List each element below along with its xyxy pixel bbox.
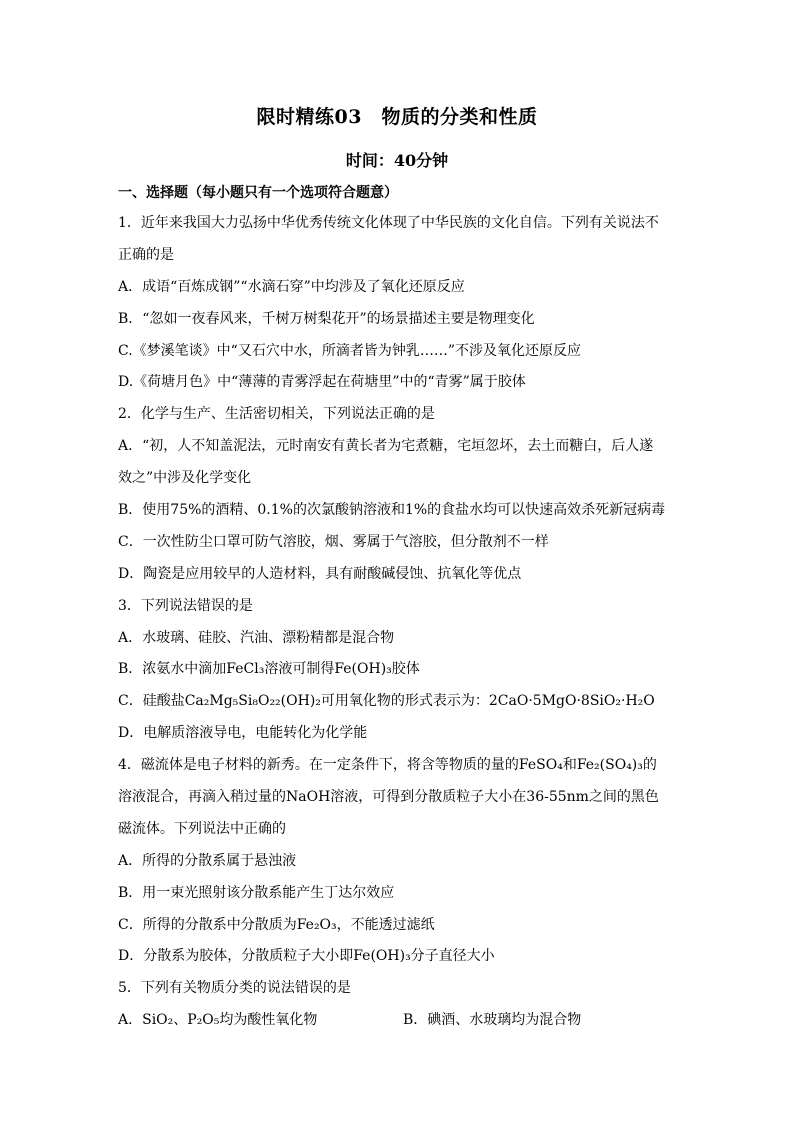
section-heading: 一、选择题（每小题只有一个选项符合题意） [118, 185, 398, 201]
q1-option-c: C.《梦溪笔谈》中“又石穴中水，所滴者皆为钟乳……”不涉及氧化还原反应 [118, 342, 581, 359]
q4-stem-cont-2: 磁流体。下列说法中正确的 [118, 820, 286, 837]
q4-option-c: C．所得的分散系中分散质为Fe₂O₃，不能透过滤纸 [118, 916, 435, 933]
q4-stem: 4．磁流体是电子材料的新秀。在一定条件下，将含等物质的量的FeSO₄和Fe₂(SO₄)₃的 [118, 757, 657, 774]
q1-stem-cont: 正确的是 [118, 246, 174, 263]
q4-option-b: B．用一束光照射该分散系能产生丁达尔效应 [118, 884, 395, 901]
q2-option-a-cont: 效之”中涉及化学变化 [118, 470, 252, 487]
q3-stem: 3．下列说法错误的是 [118, 597, 253, 614]
question-list [118, 208, 678, 1037]
q1-option-d: D.《荷塘月色》中“薄薄的青雾浮起在荷塘里”中的“青雾”属于胶体 [118, 374, 526, 391]
q1-option-a: A．成语“百炼成钢”“水滴石穿”中均涉及了氧化还原反应 [118, 278, 465, 295]
q5-options-row [118, 1005, 678, 1037]
q5-option-a: A．SiO₂、P₂O₅均为酸性氧化物 [118, 1012, 318, 1029]
q2-option-a: A．“初，人不知盖泥法，元时南安有黄长者为宅煮糖，宅垣忽坏，去土而糖白，后人遂 [118, 438, 654, 455]
q5-option-b: B．碘酒、水玻璃均为混合物 [403, 1012, 582, 1029]
q3-option-c: C．硅酸盐Ca₂Mg₅Si₈O₂₂(OH)₂可用氧化物的形式表示为：2CaO·5MgO·8SiO₂·H₂O [118, 693, 655, 710]
q4-option-a: A．所得的分散系属于悬浊液 [118, 852, 297, 869]
time-limit: 时间：40分钟 [345, 151, 449, 170]
q1-option-b: B．“忽如一夜春风来，千树万树梨花开”的场景描述主要是物理变化 [118, 310, 535, 327]
q5-stem: 5．下列有关物质分类的说法错误的是 [118, 980, 351, 997]
q1-stem: 1．近年来我国大力弘扬中华优秀传统文化体现了中华民族的文化自信。下列有关说法不 [118, 215, 659, 231]
q4-stem-cont: 溶液混合，再滴入稍过量的NaOH溶液，可得到分散质粒子大小在36-55nm之间的黑色 [118, 789, 659, 806]
q4-option-d: D．分散系为胶体，分散质粒子大小即Fe(OH)₃分子直径大小 [118, 948, 495, 965]
page-title: 限时精练03 物质的分类和性质 [256, 106, 538, 128]
q3-option-a: A．水玻璃、硅胶、汽油、漂粉精都是混合物 [118, 629, 395, 646]
q2-stem: 2．化学与生产、生活密切相关，下列说法正确的是 [118, 406, 435, 423]
q3-option-b: B．浓氨水中滴加FeCl₃溶液可制得Fe(OH)₃胶体 [118, 661, 420, 678]
q2-option-d: D．陶瓷是应用较早的人造材料，具有耐酸碱侵蚀、抗氧化等优点 [118, 565, 522, 582]
q2-option-c: C．一次性防尘口罩可防气溶胶，烟、雾属于气溶胶，但分散剂不一样 [118, 533, 549, 550]
q3-option-d: D．电解质溶液导电，电能转化为化学能 [118, 725, 368, 742]
q2-option-b: B．使用75%的酒精、0.1%的次氯酸钠溶液和1%的食盐水均可以快速高效杀死新冠病毒 [118, 502, 666, 519]
